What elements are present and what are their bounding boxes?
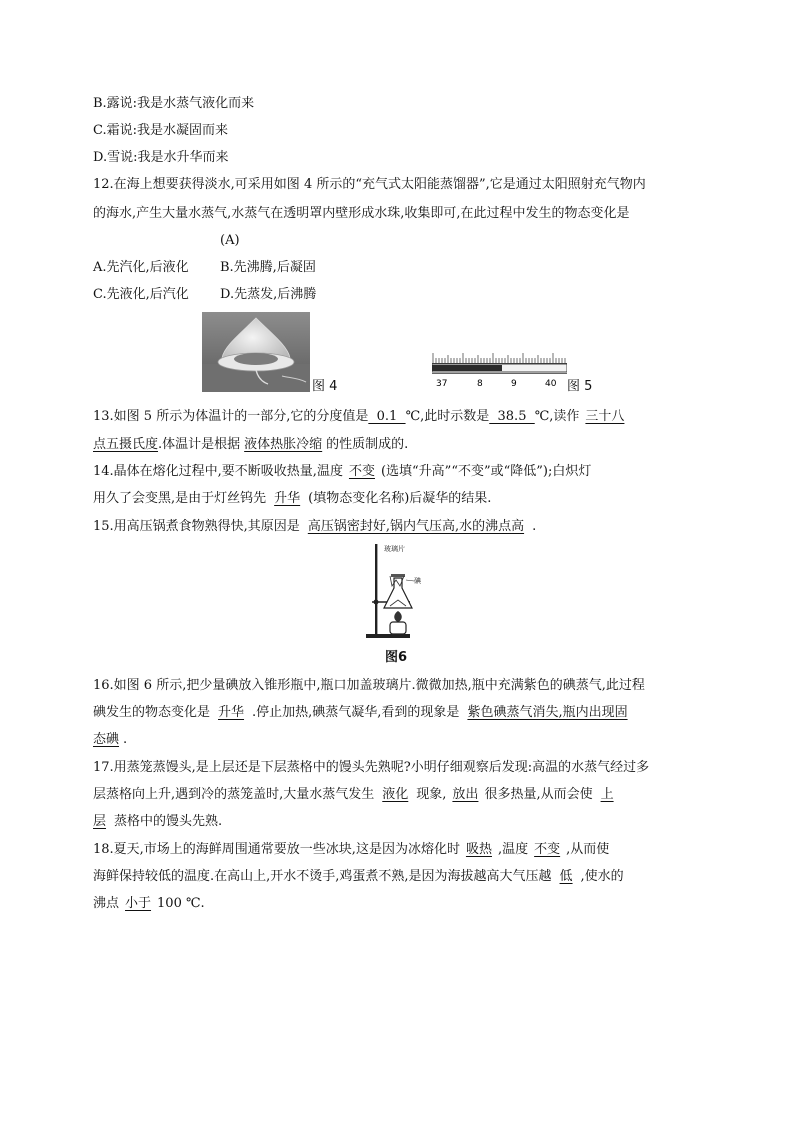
q13-answer-spoken: 三十八	[585, 409, 625, 424]
q18-text: ,温度	[497, 842, 529, 857]
q13-answer-division: 0.1	[368, 409, 406, 424]
q13-text: 13.如图 5 所示为体温计的一部分,它的分度值是	[93, 409, 369, 424]
thermometer-label-40: 40	[545, 379, 557, 389]
q17-text: 蒸格中的馒头先熟.	[114, 814, 223, 829]
q17-line2	[93, 786, 614, 804]
figure-6-label-glass: 玻璃片	[384, 545, 405, 553]
figure-6-label-iodine: 碘	[414, 577, 421, 585]
figure-4-solar-still-photo	[202, 312, 310, 392]
q13-text: .体温计是根据	[158, 437, 241, 452]
q16-text: .	[123, 732, 128, 747]
q15-text: .	[532, 519, 537, 534]
thermometer-label-9: 9	[511, 379, 517, 389]
q14-text: 14.晶体在熔化过程中,要不断吸收热量,温度	[93, 464, 343, 479]
q12-stem-line1: 12.在海上想要获得淡水,可采用如图 4 所示的“充气式太阳能蒸馏器”,它是通过太阳照射充气物内	[93, 177, 646, 192]
q12-option-a: A.先汽化,后液化	[93, 260, 189, 275]
q12-option-d: D.先蒸发,后沸腾	[220, 287, 317, 302]
q17-line1: 17.用蒸笼蒸馒头,是上层还是下层蒸格中的馒头先熟呢?小明仔细观察后发现:高温的水蒸气经过多	[93, 760, 650, 775]
q14-answer-temperature: 不变	[348, 464, 375, 479]
q16-answer-phenomenon: 紫色碘蒸气消失,瓶内出现固	[467, 705, 628, 720]
thermometer-label-37: 37	[436, 379, 448, 389]
q17-text: 层蒸格向上升,遇到冷的蒸笼盖时,大量水蒸气发生	[93, 787, 375, 802]
thermometer-label-8: 8	[477, 379, 483, 389]
q13-text: ℃,此时示数是	[405, 409, 490, 424]
q13-answer-reading: 38.5	[489, 409, 535, 424]
q18-text: 18.夏天,市场上的海鲜周围通常要放一些冰块,这是因为冰熔化时	[93, 842, 460, 857]
q14-line1	[93, 463, 591, 481]
q18-answer-pressure: 低	[559, 869, 573, 884]
q16-answer-phenomenon-cont: 态碘	[93, 732, 120, 747]
q18-text: 海鲜保持较低的温度.在高山上,开水不烫手,鸡蛋煮不熟,是因为海拔越高大气压越	[93, 869, 552, 884]
q12-option-b: B.先沸腾,后凝固	[220, 260, 316, 275]
q18-line1	[93, 841, 609, 859]
q18-answer-heat: 吸热	[465, 842, 492, 857]
q17-answer-layer: 上	[600, 787, 614, 802]
q15-text: 15.用高压锅煮食物熟得快,其原因是	[93, 519, 300, 534]
q14-text: 用久了会变黑,是由于灯丝钨先	[93, 491, 267, 506]
q18-text: 100 ℃.	[157, 896, 205, 911]
figure-6-iodine-apparatus	[362, 540, 434, 640]
q17-line3	[93, 813, 222, 831]
figure-5-thermometer-scale	[432, 344, 567, 392]
q16-line3	[93, 731, 127, 749]
q13-answer-principle: 液体热胀冷缩	[244, 437, 323, 452]
q13-answer-spoken-cont: 点五摄氏度	[93, 437, 159, 452]
q13-line1	[93, 408, 624, 426]
figure-6-caption: 图6	[385, 650, 408, 665]
q11-option-c: C.霜说:我是水凝固而来	[93, 123, 228, 138]
q16-line1: 16.如图 6 所示,把少量碘放入锥形瓶中,瓶口加盖玻璃片.微微加热,瓶中充满紫色的碘蒸气,此过程	[93, 678, 645, 693]
q12-stem-line2: 的海水,产生大量水蒸气,水蒸气在透明罩内壁形成水珠,收集即可,在此过程中发生的物态变化是	[93, 206, 630, 221]
q17-text: 现象,	[416, 787, 447, 802]
q17-text: 很多热量,从而会使	[484, 787, 593, 802]
q17-answer-heat: 放出	[452, 787, 479, 802]
q14-answer-change: 升华	[274, 491, 301, 506]
q18-answer-boiling: 小于	[125, 896, 152, 911]
q17-answer-change: 液化	[382, 787, 409, 802]
q15-line1	[93, 518, 536, 536]
q14-text: (选填“升高”“不变”或“降低”);白炽灯	[380, 464, 592, 479]
figure-5-caption: 图 5	[567, 379, 593, 394]
q12-option-c: C.先液化,后汽化	[93, 287, 189, 302]
q12-answer: (A)	[220, 233, 240, 248]
q18-line2	[93, 868, 624, 886]
q18-text: 沸点	[93, 896, 120, 911]
q17-answer-layer-cont: 层	[93, 814, 107, 829]
q14-text: (填物态变化名称)后凝华的结果.	[308, 491, 492, 506]
q11-option-b: B.露说:我是水蒸气液化而来	[93, 96, 255, 111]
q18-text: ,使水的	[580, 869, 624, 884]
figure-4-caption: 图 4	[312, 379, 338, 394]
q13-line2	[93, 436, 408, 454]
q16-text: .停止加热,碘蒸气凝华,看到的现象是	[252, 705, 460, 720]
q13-text: 的性质制成的.	[326, 437, 409, 452]
q18-answer-temperature: 不变	[534, 842, 561, 857]
q16-line2	[93, 704, 628, 722]
q18-text: ,从而使	[566, 842, 610, 857]
q14-line2	[93, 490, 491, 508]
q16-text: 碘发生的物态变化是	[93, 705, 211, 720]
q13-text: ℃,读作	[534, 409, 580, 424]
q11-option-d: D.雪说:我是水升华而来	[93, 150, 229, 165]
q15-answer-reason: 高压锅密封好,锅内气压高,水的沸点高	[307, 519, 525, 534]
q18-line3	[93, 895, 205, 913]
q16-answer-change: 升华	[218, 705, 245, 720]
